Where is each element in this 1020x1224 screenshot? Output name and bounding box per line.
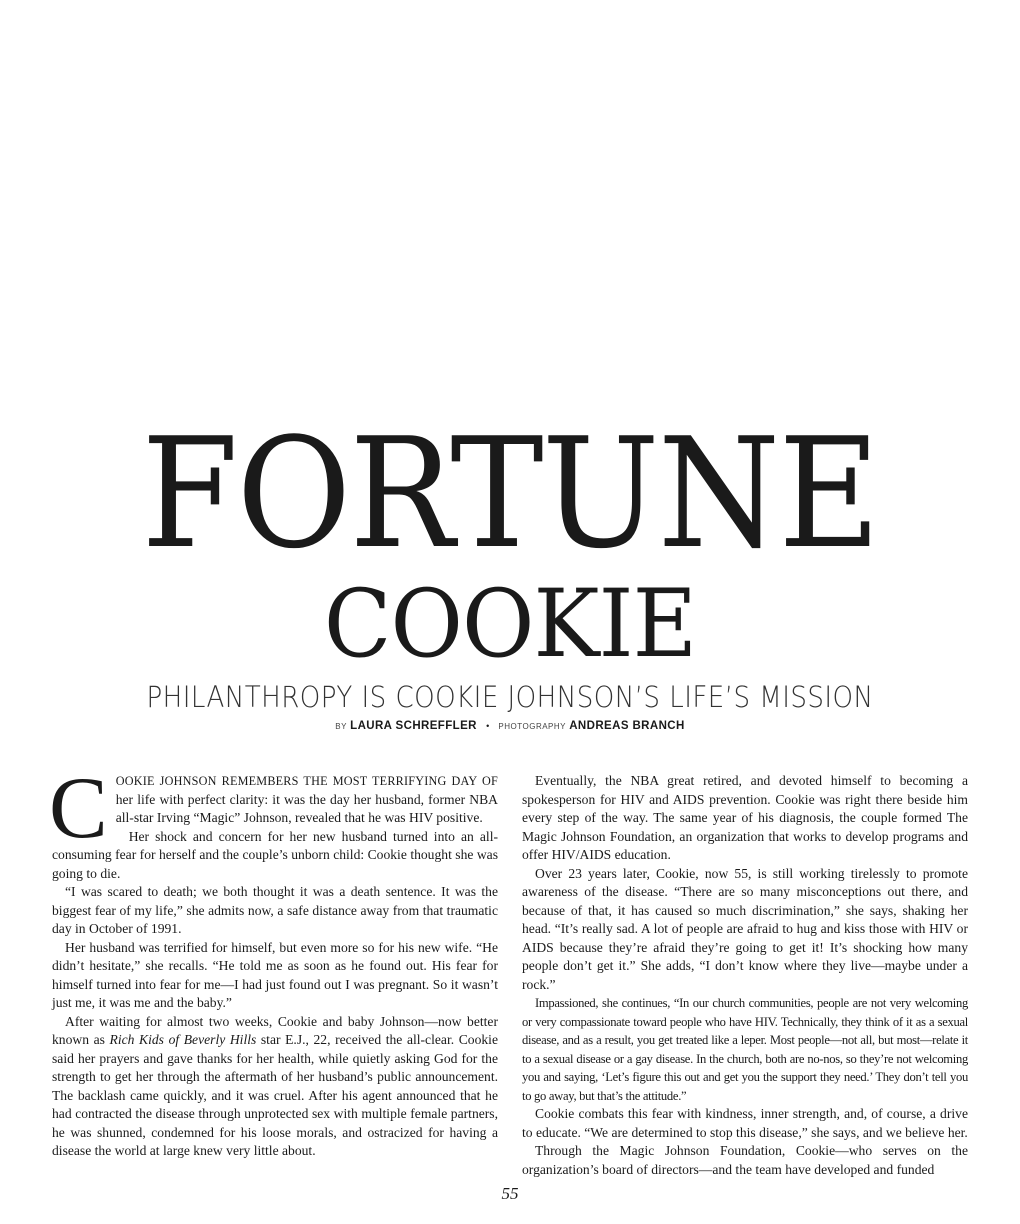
byline-separator: • xyxy=(486,721,490,731)
article-paragraph: Eventually, the NBA great retired, and devoted himself to becoming a spokesperson for HIV and AIDS prevention. Cookie was right there beside him every step of the way. The same year of his diagnosis, the couple formed The Magic Johnson Foundation, an organization that works to develop programs and offer HIV/AIDS education. xyxy=(522,773,968,862)
show-title: Rich Kids of Beverly Hills xyxy=(109,1032,257,1047)
paragraph-text: her life with perfect clarity: it was the day her husband, former NBA all-star Irving “Magic” Johnson, revealed that he was HIV positive. xyxy=(115,791,498,825)
headline-title: FORTUNE xyxy=(141,405,879,582)
article-paragraph: Cookie combats this fear with kindness, inner strength, and, of course, a drive to educate. “We are determined to stop this disease,” she says, and we believe her. xyxy=(522,1106,968,1140)
article-paragraph: “I was scared to death; we both thought it was a death sentence. It was the biggest fear of my life,” she admits now, a safe distance away from that traumatic day in October of 1991. xyxy=(52,884,498,936)
paragraph-text: After waiting for almost two weeks, Cookie and baby Johnson—now better known as xyxy=(52,1013,498,1047)
article-paragraph: Her husband was terrified for himself, but even more so for his new wife. “He didn’t hesitate,” she recalls. “He told me as soon as he found out. His fear for himself turned into fear for me—I had just found out I was pregnant. So it wasn’t just me, it was me and the baby.” xyxy=(52,939,498,1010)
article-paragraph xyxy=(52,1013,498,1161)
article-deck: PHILANTHROPY IS COOKIE JOHNSON’S LIFE’S MISSION xyxy=(146,680,874,714)
drop-cap: C xyxy=(49,760,108,857)
byline-author: LAURA SCHREFFLER xyxy=(350,720,477,732)
article-column-right xyxy=(522,772,968,1179)
byline xyxy=(0,720,1020,732)
headline-subtitle: COOKIE xyxy=(323,570,697,679)
byline-by-label: BY xyxy=(335,722,347,731)
article-paragraph: Her shock and concern for her new husband turned into an all-consuming fear for herself and the couple’s unborn child: Cookie thought she was going to die. xyxy=(52,828,498,881)
byline-photographer: ANDREAS BRANCH xyxy=(569,720,685,732)
lead-in-caps: OOKIE JOHNSON REMEMBERS THE MOST TERRIFYING DAY OF xyxy=(115,774,498,788)
paragraph-text: star E.J., 22, received the all-clear. Cookie said her prayers and gave thanks for her health, while quietly asking God for the strength to get her through the aftermath of her husband’s public announcement. The backlash came quickly, and it was cruel. After his agent announced that he had contracted the disease through unprotected sex with multiple female partners, he was shunned, condemned for his loose morals, and ostracized for having a disease the world at large knew very little about. xyxy=(52,1032,498,1158)
article-paragraph: Through the Magic Johnson Foundation, Cookie—who serves on the organization’s board of directors—and the team have developed and funded xyxy=(522,1143,968,1177)
article-paragraph: Impassioned, she continues, “In our church communities, people are not very welcoming or very compassionate toward people who have HIV. Technically, they think of it as a sexual disease, and as a result, you get treated like a leper. Most people—not all, but most—relate it to a sexual disease or a gay disease. In the church, both are no-nos, so they’re not welcoming you and saying, ‘Let’s figure this out and get you the support they need.’ They don’t tell you to go away, but that’s the attitude.” xyxy=(522,996,968,1103)
article-paragraph: Over 23 years later, Cookie, now 55, is still working tirelessly to promote awareness of the disease. “There are so many misconceptions out there, and because of that, it has caused so much discrimination,” she says, shaking her head. “It’s really sad. A lot of people are afraid to hug and kiss those with HIV or AIDS because they’re afraid they’re going to get it! It’s shocking how many people don’t get it.” She adds, “I don’t know where they live—maybe under a rock.” xyxy=(522,865,968,992)
article-column-left xyxy=(49,760,498,1161)
page-number: 55 xyxy=(501,1184,519,1203)
byline-photo-label: PHOTOGRAPHY xyxy=(498,722,567,731)
